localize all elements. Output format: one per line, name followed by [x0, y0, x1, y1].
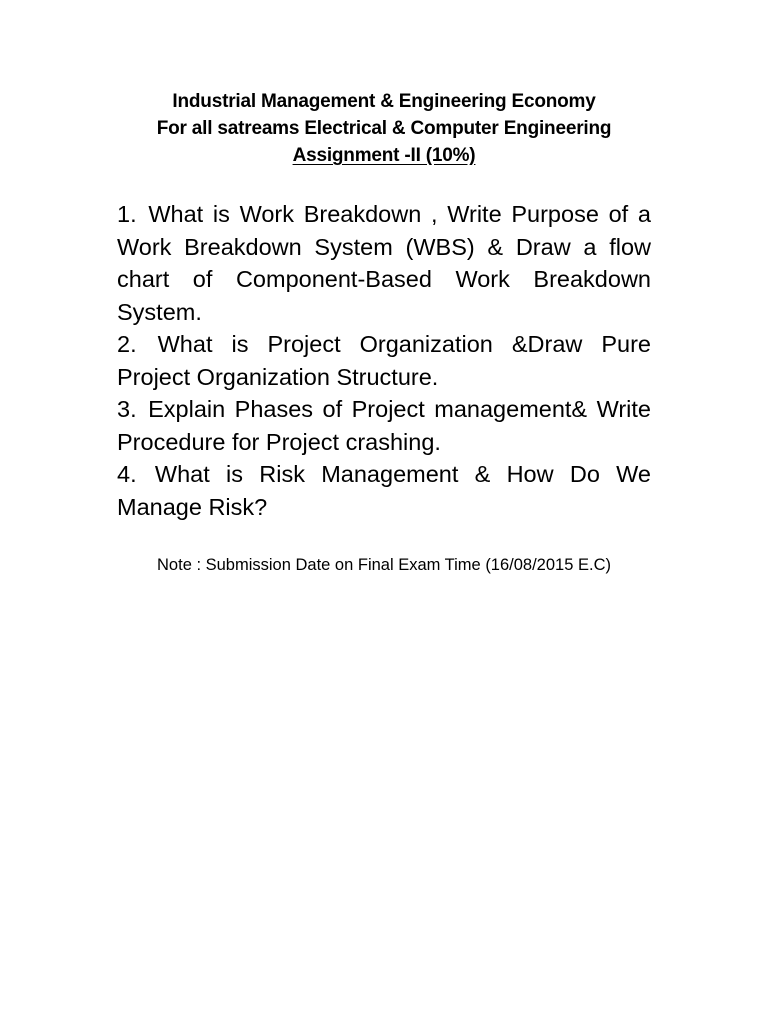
course-title: Industrial Management & Engineering Economy	[172, 91, 596, 112]
question-text: What is Project Organization &Draw Pure Project Organization Structure.	[117, 331, 652, 390]
audience-line: For all satreams Electrical & Computer Engineering	[156, 118, 612, 139]
assignment-title: Assignment -II (10%)	[292, 145, 476, 166]
question-item	[117, 393, 651, 458]
question-number: 2.	[117, 331, 137, 357]
question-list	[117, 198, 651, 523]
question-number: 4.	[117, 461, 137, 487]
question-text: Explain Phases of Project management& Write Procedure for Project crashing.	[117, 396, 651, 455]
question-item	[117, 328, 651, 393]
question-text: What is Work Breakdown , Write Purpose of a Work Breakdown System (WBS) & Draw a flow chart of Component-Based Work Breakdown System.	[117, 201, 651, 325]
submission-note: Note : Submission Date on Final Exam Time (16/08/2015 E.C)	[157, 556, 611, 574]
question-item	[117, 458, 651, 523]
question-number: 1.	[117, 201, 137, 227]
question-number: 3.	[117, 396, 137, 422]
document-header	[0, 88, 768, 169]
question-item	[117, 198, 651, 328]
question-text: What is Risk Management & How Do We Manage Risk?	[117, 461, 652, 520]
